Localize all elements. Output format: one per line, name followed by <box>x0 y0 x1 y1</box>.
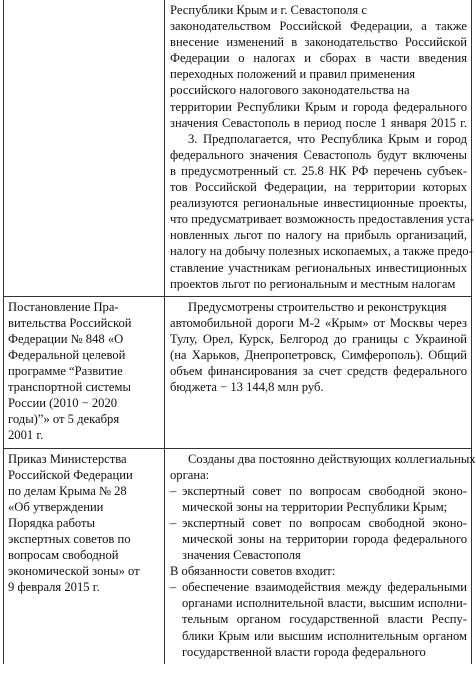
text-line: новленных льгот по налогу на прибыль организаций, <box>170 228 467 243</box>
text-line: России (2010 − 2020 <box>8 396 118 411</box>
text-line: вопросам свободной <box>8 548 119 563</box>
text-line: тельным органом государственной власти Респу- <box>182 612 467 627</box>
text-line: Тулу, Орел, Курск, Белгород до границы с Украиной <box>170 331 467 346</box>
text-line: Федерации № 848 «О <box>8 331 124 346</box>
text-line: значения Севастополя <box>182 548 301 563</box>
text-line: внесение изменений в законодательство Российской <box>170 35 467 50</box>
text-line: реализуются региональные инвестиционные проекты, <box>170 196 467 211</box>
bullet-item: – экспертный совет по вопросам свободной эконо- <box>170 515 467 531</box>
right-cell-row3 <box>165 448 476 664</box>
text-line: по делам Крыма № 28 <box>8 483 127 498</box>
text-line: переходных положений и правил применения <box>170 67 416 82</box>
text-line: «Об утверждении <box>8 499 104 514</box>
text-line: органами исполнительной власти, высшим исполни- <box>182 596 467 611</box>
text-line: что предусматривает возможность предоставления уста- <box>170 212 474 227</box>
text-line: В обязанности советов входит: <box>170 564 336 579</box>
text-line: ставление участникам региональных инвестиционных <box>170 260 467 275</box>
text-line: тов Российской Федерации, на территории которых <box>170 180 467 195</box>
text-line: 3. Предполагается, что Республика Крым и город <box>188 131 467 146</box>
left-cell-row3 <box>4 448 165 664</box>
right-cell-row2 <box>165 296 472 448</box>
text-line: (на Харьков, Днепропетровск, Симферополь). Общий <box>170 347 467 362</box>
text-line: объем финансирования за счет средств федерального <box>170 364 467 379</box>
text-line: государственной власти города федерального <box>182 644 426 659</box>
text-line: проектов льгот по региональным и местным налогам <box>170 276 456 291</box>
text-line: Российской Федерации <box>8 467 133 482</box>
right-cell-row1 <box>165 0 472 296</box>
legislation-table <box>3 0 476 664</box>
text-line: автомобильной дороги М-2 «Крым» от Москвы через <box>170 315 467 330</box>
text-line: Постановление Пра- <box>8 299 119 314</box>
text-line: бюджета − 13 144,8 млн руб. <box>170 380 324 395</box>
text-line: Приказ Министерства <box>8 451 127 466</box>
text-line: мической зоны на территории города федерального <box>182 532 467 546</box>
text-line: Созданы два постоянно действующих коллегиальных <box>188 451 476 466</box>
text-line: Порядка работы <box>8 515 95 530</box>
table-row <box>4 448 472 664</box>
text-line: российского налогового законодательства на <box>170 83 410 98</box>
text-line: 2001 г. <box>8 428 44 443</box>
text-line: экономической зоны» от <box>8 564 140 579</box>
text-line: годы)”» от 5 декабря <box>8 412 120 427</box>
text-line: блики Крым или высшим исполнительным органом <box>182 628 467 643</box>
text-line: федерального значения Севастополь будут включены <box>170 147 467 162</box>
left-cell-row2 <box>4 296 165 448</box>
text-line: Федеральной целевой <box>8 347 126 362</box>
text-line: в предусмотренный ст. 25.8 НК РФ перечень субъек- <box>170 163 467 178</box>
text-line: Федерации о налогах и сборах в части введения <box>170 51 467 66</box>
bullet-item: – обеспечение взаимодействия между федеральными <box>170 579 467 595</box>
text-line: Предусмотрены строительство и реконструкция <box>188 299 447 314</box>
text-line: мической зоны на территории Республики Крым; <box>182 499 448 514</box>
text-line: законодательством Российской Федерации, а также <box>170 19 467 34</box>
text-line: значения Севастополь в период после 1 января 2015 г. <box>170 115 467 130</box>
text-line: вительства Российской <box>8 315 132 330</box>
text-line: транспортной системы <box>8 380 131 395</box>
table-row <box>4 296 472 448</box>
text-line: экспертных советов по <box>8 532 131 546</box>
text-line: Республики Крым и г. Севастополя с <box>170 3 367 17</box>
text-line: программе “Развитие <box>8 364 123 379</box>
text-line: налогу на добычу полезных ископаемых, а также предо- <box>170 244 473 259</box>
left-cell-row1 <box>4 0 165 296</box>
text-line: органа: <box>170 467 210 482</box>
text-line: территории Республики Крым и города федерального <box>170 99 467 114</box>
table-row <box>4 0 472 296</box>
bullet-item: – экспертный совет по вопросам свободной эконо- <box>170 483 467 499</box>
text-line: 9 февраля 2015 г. <box>8 580 100 595</box>
